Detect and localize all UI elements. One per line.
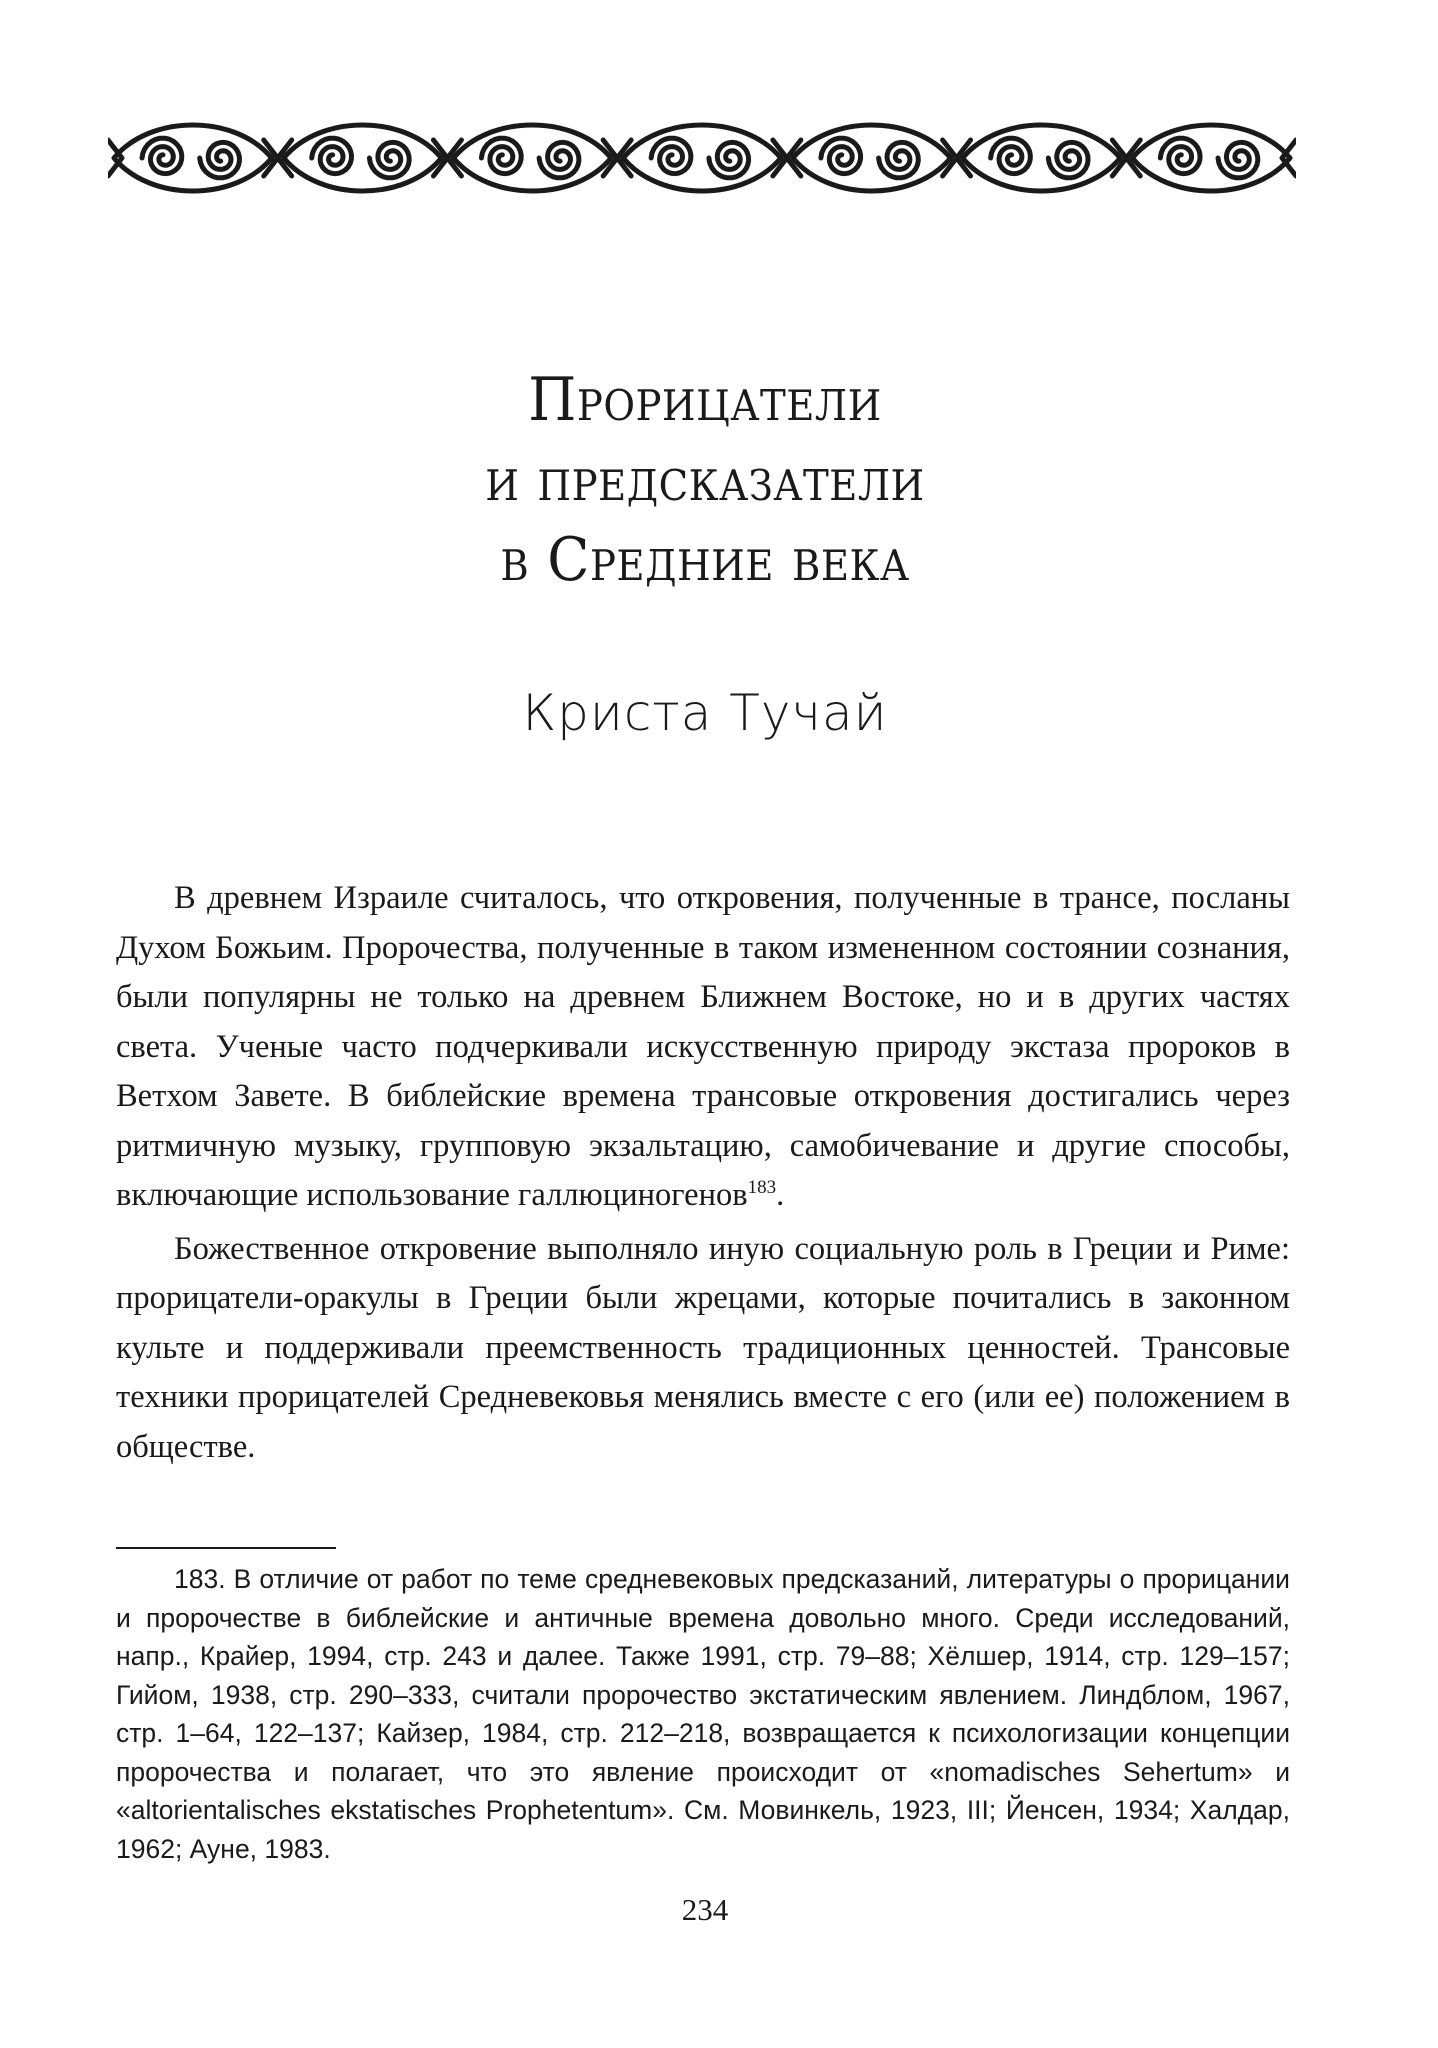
spiral-border-ornament-icon	[108, 108, 1296, 208]
author-name: Криста Тучай	[522, 684, 888, 742]
page-number: 234	[681, 1892, 729, 1927]
footnote-reference-183[interactable]: 183	[747, 1177, 777, 1198]
chapter-title-line-2: и предсказатели	[485, 445, 925, 515]
paragraph-2: Божественное откровение выполняло иную социальную роль в Греции и Риме: прорицатели-оракулы в Греции были жрецами, которые почитались в законном культе и поддерживали преемственность традиционных ценностей. Трансовые техники прорицателей Средневековья менялись вместе с его (или ее) положением в обществе.	[116, 1230, 1290, 1465]
chapter-title-line-1: Прорицатели	[528, 365, 882, 435]
paragraph-1-end: .	[776, 1177, 785, 1213]
chapter-title-line-3: в Средние века	[500, 525, 910, 595]
body-text	[116, 874, 1290, 1472]
paragraph-1-text: В древнем Израиле считалось, что откровения, полученные в трансе, посланы Духом Божьим. Пророчества, полученные в таком измененном состоянии сознания, были популярны не только на древнем Ближнем Востоке, но и в других частях света. Ученые часто подчеркивали искусственную природу экстаза пророков в Ветхом Завете. В библейские времена трансовые откровения достигались через ритмичную музыку, групповую экзальтацию, самобичевание и другие способы, включающие использование галлюциногенов	[116, 880, 1290, 1213]
footnote-number: 183.	[174, 1564, 226, 1594]
footnote-183	[116, 1560, 1290, 1868]
chapter-title	[56, 360, 1353, 600]
footnote-separator	[116, 1547, 336, 1549]
footnote-text: В отличие от работ по теме средневековых предсказаний, литературы о прорицании и пророчестве в библейские и античные времена довольно много. Среди исследований, напр., Крайер, 1994, стр. 243 и далее. Также 1991, стр. 79–88; Хёлшер, 1914, стр. 129–157; Гийом, 1938, стр. 290–333, считали пророчество экстатическим явлением. Линдблом, 1967, стр. 1–64, 122–137; Кайзер, 1984, стр. 212–218, возвращается к психологизации концепции пророчества и полагает, что это явление происходит от «nomadisches Sehertum» и «altorientalisches ekstatisches Prophetentum». См. Мовинкель, 1923, III; Йенсен, 1934; Халдар, 1962; Ауне, 1983.	[116, 1564, 1290, 1864]
paragraph-1	[116, 874, 1290, 1221]
